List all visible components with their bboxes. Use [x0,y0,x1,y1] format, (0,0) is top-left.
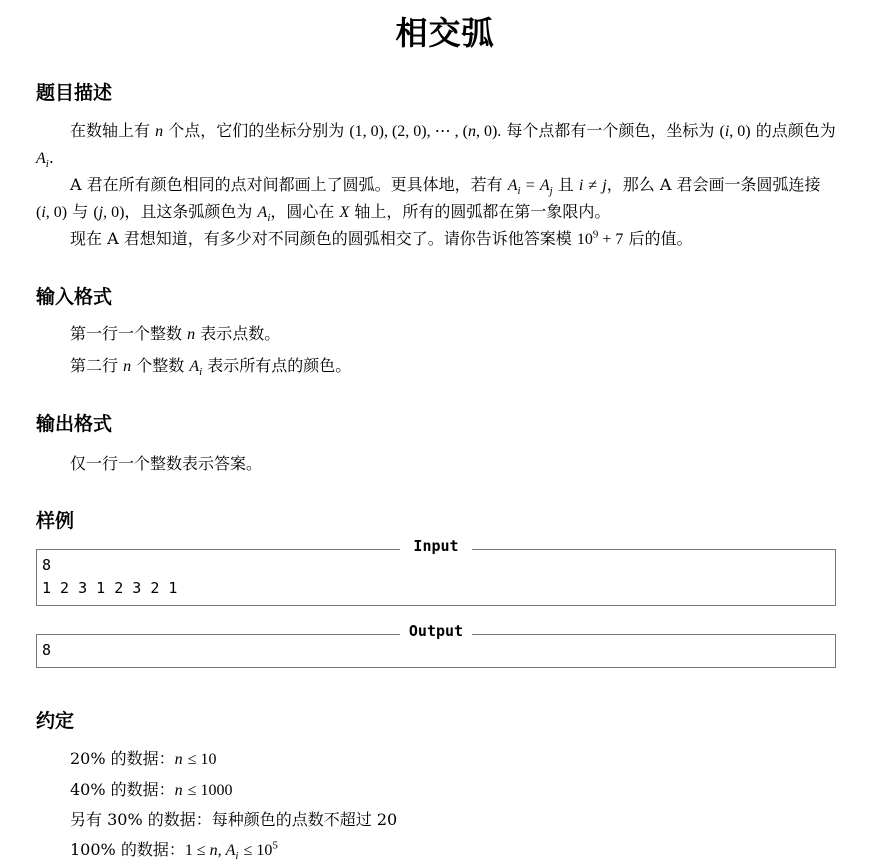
constraint-line-3: 另有 30% 的数据：每种颜色的点数不超过 20 [70,810,398,829]
description-paragraph-2: A 君在所有颜色相同的点对间都画上了圆弧。更具体地，若有 $A_i = A_j$ 且 i ≠ j，那么 A 君会画一条圆弧连接 (i, 0) 与 (j, 0)，且这条弧颜色为 $A_i$，圆心在 X 轴上，所有的圆弧都在第一象限内。 [36,175,821,225]
constraint-line-1: 20% 的数据：n ≤ 10 [70,749,217,768]
sample-input-box [36,549,836,606]
sample-output-line-1: 8 [42,641,52,659]
description-paragraph-1: 在数轴上有 n 个点，它们的坐标分别为 (1, 0), (2, 0), ⋯ , (n, 0). 每个点都有一个颜色，坐标为 (i, 0) 的点颜色为 $A_i$. [36,121,836,171]
section-heading-input: 输入格式 [36,286,113,308]
section-heading-description: 题目描述 [36,82,113,104]
constraint-line-2: 40% 的数据：n ≤ 1000 [70,780,233,799]
sample-output-label: Output [400,622,472,640]
sample-input-line-2: 1 2 3 1 2 3 2 1 [42,579,178,597]
section-heading-constraints: 约定 [36,710,75,732]
input-format-line-2: 第二行 n 个整数 $A_i$ 表示所有点的颜色。 [70,356,352,379]
section-heading-sample: 样例 [36,510,75,532]
sample-input-line-1: 8 [42,556,52,574]
page-title: 相交弧 [395,14,495,52]
output-format-line-1: 仅一行一个整数表示答案。 [70,454,263,473]
input-format-line-1: 第一行一个整数 n 表示点数。 [70,324,281,343]
description-paragraph-3: 现在 A 君想知道，有多少对不同颜色的圆弧相交了。请你告诉他答案模 $10^9 + 7$ 后的值。 [70,228,693,248]
section-heading-output: 输出格式 [36,413,113,435]
constraint-line-4: 100% 的数据：1 ≤ n, $A_i \le 10^5$ [70,839,278,863]
sample-input-label: Input [400,537,472,555]
